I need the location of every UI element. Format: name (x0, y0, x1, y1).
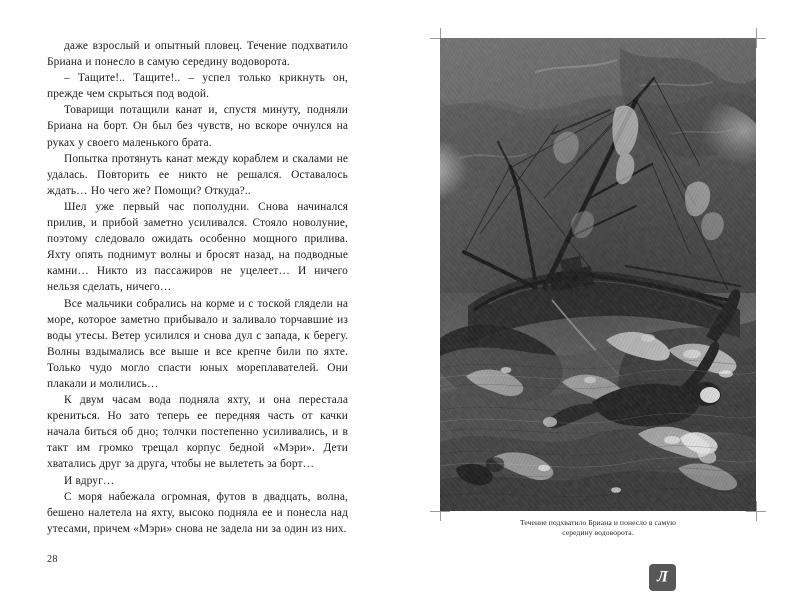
paragraph: Попытка протянуть канат между кораблем и скалами не удалась. Повторить ее никто не решался. Оставалось ждать… Но чего же? Помощи? Откуда?.. (47, 152, 348, 197)
illustration-plate (440, 38, 756, 511)
paragraph: Шел уже первый час пополудни. Снова начинался прилив, и прибой заметно усиливался. Стояло новолуние, поэтому следовало ожидать особенно мощного прилива. Яхту опять поднимут волны и бросят назад, на подводные камни… Никто из пассажиров не уцелеет… И ничего нельзя сделать, ничего… (47, 200, 348, 294)
paragraph: К двум часам вода подняла яхту, и она перестала крениться. Но зато теперь ее передняя часть от качки начала биться об дно; толчки постепенно усиливались, и в такт им громко трещал корпус бедной «Мэри». Дети хватались друг за друга, чтобы не вылететь за борт… (47, 394, 348, 471)
caption-line: Течение подхватило Бриана и понесло в самую (519, 518, 677, 527)
paragraph: Все мальчики собрались на корме и с тоской глядели на море, которое заметно прибывало и заливало торчавшие из воды утесы. Ветер усилился и снова дул с запада, к берегу. Волны вздымались все выше и все крепче били по яхте. Только чудо могло спасти юных мореплавателей. Они плакали и молились… (47, 297, 348, 390)
page-number: 28 (47, 554, 58, 565)
paragraph: – Тащите!.. Тащите!.. – успел только крикнуть он, прежде чем скрыться под водой. (47, 72, 348, 101)
illustration-caption (440, 518, 756, 539)
publisher-logo-glyph: Л (657, 568, 668, 585)
publisher-logo (649, 564, 676, 591)
shipwreck-engraving-image (440, 38, 756, 511)
paragraph: С моря набежала огромная, футов в двадцать, волна, бешено налетела на яхту, высоко подняла ее и понесла над утесами, причем «Мэри» снова не задела ни за один из них. (47, 490, 348, 535)
paragraph: даже взрослый и опытный пловец. Течение подхватило Бриана и понесло в самую середину водоворота. (47, 40, 348, 69)
paragraph: Товарищи потащили канат и, спустя минуту, подняли Бриана на борт. Он был без чувств, но вскоре очнулся на руках у своего маленького брата. (47, 104, 348, 149)
body-text-column (47, 38, 348, 537)
caption-line: середину водоворота. (562, 528, 634, 538)
paragraph: И вдруг… (64, 474, 115, 487)
right-page (400, 0, 800, 600)
